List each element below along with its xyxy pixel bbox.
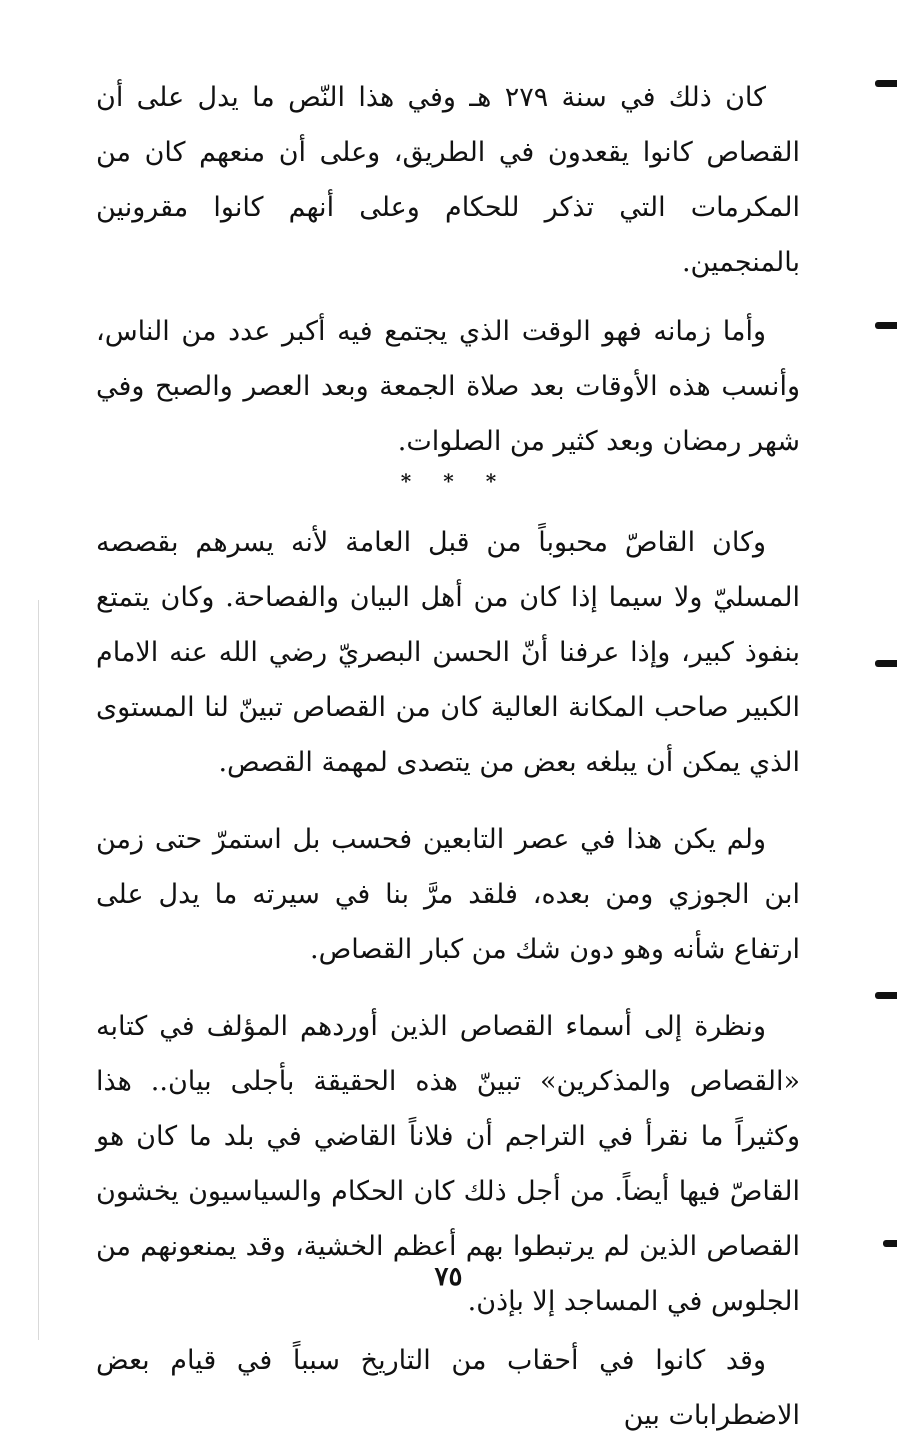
paragraph-6: وقد كانوا في أحقاب من التاريخ سبباً في قيام بعض الاضطرابات بين: [96, 1345, 800, 1431]
paragraph-3: وكان القاصّ محبوباً من قبل العامة لأنه يسرهم بقصصه المسليّ ولا سيما إذا كان من أهل البيان والفصاحة. وكان يتمتع بنفوذ كبير، وإذا عرفنا أنّ الحسن البصريّ رضي الله عنه الامام الكبير صاحب المكانة العالية كان من القصاص تبينّ لنا المستوى الذي يمكن أن يبلغه بعض من يتصدى لمهمة القصص.: [96, 527, 800, 778]
divider-star: *: [443, 469, 454, 493]
edge-mark: [883, 1240, 897, 1247]
section-divider: [0, 466, 897, 496]
edge-mark: [875, 322, 897, 329]
edge-mark: [875, 992, 897, 999]
top-text-block: [96, 70, 800, 469]
page-edge-line: [38, 600, 39, 1340]
page-number: ٧٥: [434, 1262, 463, 1292]
paragraph-1: كان ذلك في سنة ٢٧٩ هـ وفي هذا النّص ما يدل على أن القصاص كانوا يقعدون في الطريق، وعلى أن منعهم كان من المكرمات التي تذكر للحكام وعلى أنهم كانوا مقرونين بالمنجمين.: [96, 82, 800, 278]
paragraph-5: ونظرة إلى أسماء القصاص الذين أوردهم المؤلف في كتابه «القصاص والمذكرين» تبينّ هذه الحقيقة بأجلى بيان.. هذا وكثيراً ما نقرأ في التراجم أن فلاناً القاضي في بلد ما كان هو القاصّ فيها أيضاً. من أجل ذلك كان الحكام والسياسيون يخشون القصاص الذين لم يرتبطوا بهم أعظم الخشية، وقد يمنعونهم من الجلوس في المساجد إلا بإذن.: [96, 1011, 800, 1317]
paragraph-4: ولم يكن هذا في عصر التابعين فحسب بل استمرّ حتى زمن ابن الجوزي ومن بعده، فلقد مرَّ بنا في سيرته ما يدل على ارتفاع شأنه وهو دون شك من كبار القصاص.: [96, 824, 800, 965]
edge-mark: [875, 660, 897, 667]
edge-mark: [875, 80, 897, 87]
paragraph-2: وأما زمانه فهو الوقت الذي يجتمع فيه أكبر عدد من الناس، وأنسب هذه الأوقات بعد صلاة الجمعة وبعد العصر والصبح وفي شهر رمضان وبعد كثير من الصلوات.: [96, 316, 800, 457]
divider-star: *: [485, 469, 497, 493]
bottom-text-block: [96, 515, 800, 1443]
divider-star: *: [400, 469, 412, 493]
